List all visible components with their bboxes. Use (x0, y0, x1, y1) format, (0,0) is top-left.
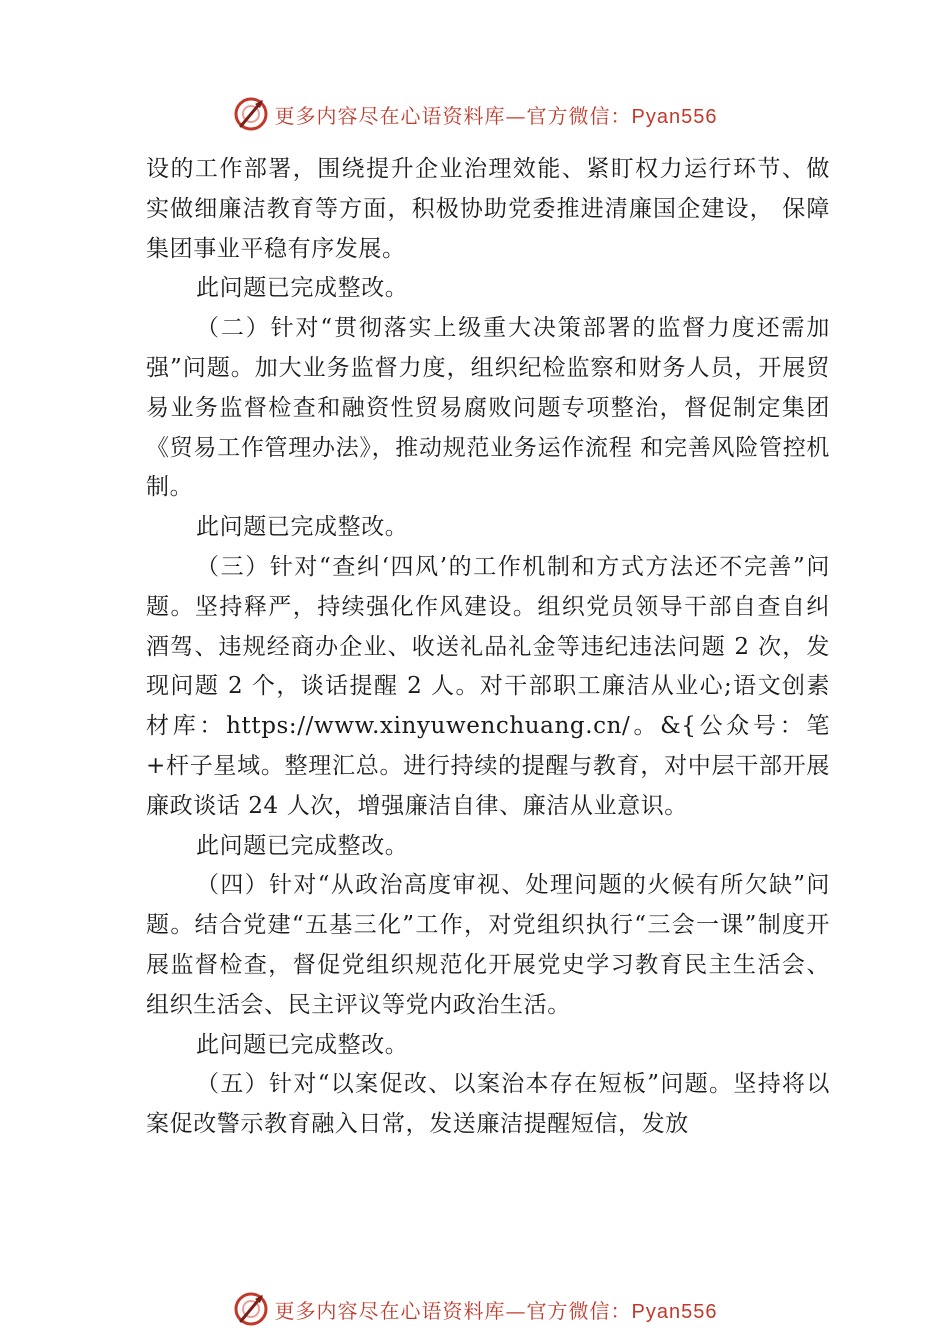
wechat-account: Pyan556 (631, 105, 718, 128)
logo-icon (233, 1291, 269, 1327)
paragraph-1: 设的工作部署，围绕提升企业治理效能、紧盯权力运行环节、做实做细廉洁教育等方面，积极协助党委推进清廉国企建设， 保障集团事业平稳有序发展。 (146, 156, 830, 262)
paragraph-6: 此问题已完成整改。 (196, 832, 409, 859)
paragraph-2: 此问题已完成整改。 (196, 275, 409, 302)
logo-icon (233, 96, 269, 132)
paragraph-5: （三）针对“查纠‘四风’的工作机制和方式方法还不完善”问题。坚持释严，持续强化作风建设。组织党员领导干部自查自纠酒驾、违规经商办企业、收送礼品礼金等违纪违法问题 2 次，发现问题 2 个，谈话提醒 2 人。对干部职工廉洁从业心;语文创素材库：https://www.xinyuwenchuang.cn/。&{公众号：笔+杆子星域。整理汇总。进行持续的提醒与教育，对中层干部开展廉政谈话 24 人次，增强廉洁自律、廉洁从业意识。 (146, 553, 830, 819)
paragraph-7: （四）针对“从政治高度审视、处理问题的火候有所欠缺”问题。结合党建“五基三化”工作，对党组织执行“三会一课”制度开展监督检查，督促党组织规范化开展党史学习教育民主生活会、组织生活会、民主评议等党内政治生活。 (146, 872, 830, 1018)
wechat-account: Pyan556 (631, 1300, 718, 1323)
paragraph-8: 此问题已完成整改。 (196, 1031, 409, 1058)
banner-text: 更多内容尽在心语资料库—官方微信：Pyan556 (274, 1298, 718, 1323)
paragraph-9: （五）针对“以案促改、以案治本存在短板”问题。坚持将以案促改警示教育融入日常，发送廉洁提醒短信，发放 (146, 1071, 830, 1138)
paragraph-4: 此问题已完成整改。 (196, 514, 409, 541)
header-banner (0, 94, 950, 134)
footer-banner (0, 1289, 950, 1329)
document-body (146, 150, 830, 1145)
banner-text: 更多内容尽在心语资料库—官方微信：Pyan556 (274, 103, 718, 128)
paragraph-3: （二）针对“贯彻落实上级重大决策部署的监督力度还需加强”问题。加大业务监督力度，组织纪检监察和财务人员，开展贸易业务监督检查和融资性贸易腐败问题专项整治，督促制定集团《贸易工作管理办法》，推动规范业务运作流程 和完善风险管控机制。 (146, 315, 830, 501)
